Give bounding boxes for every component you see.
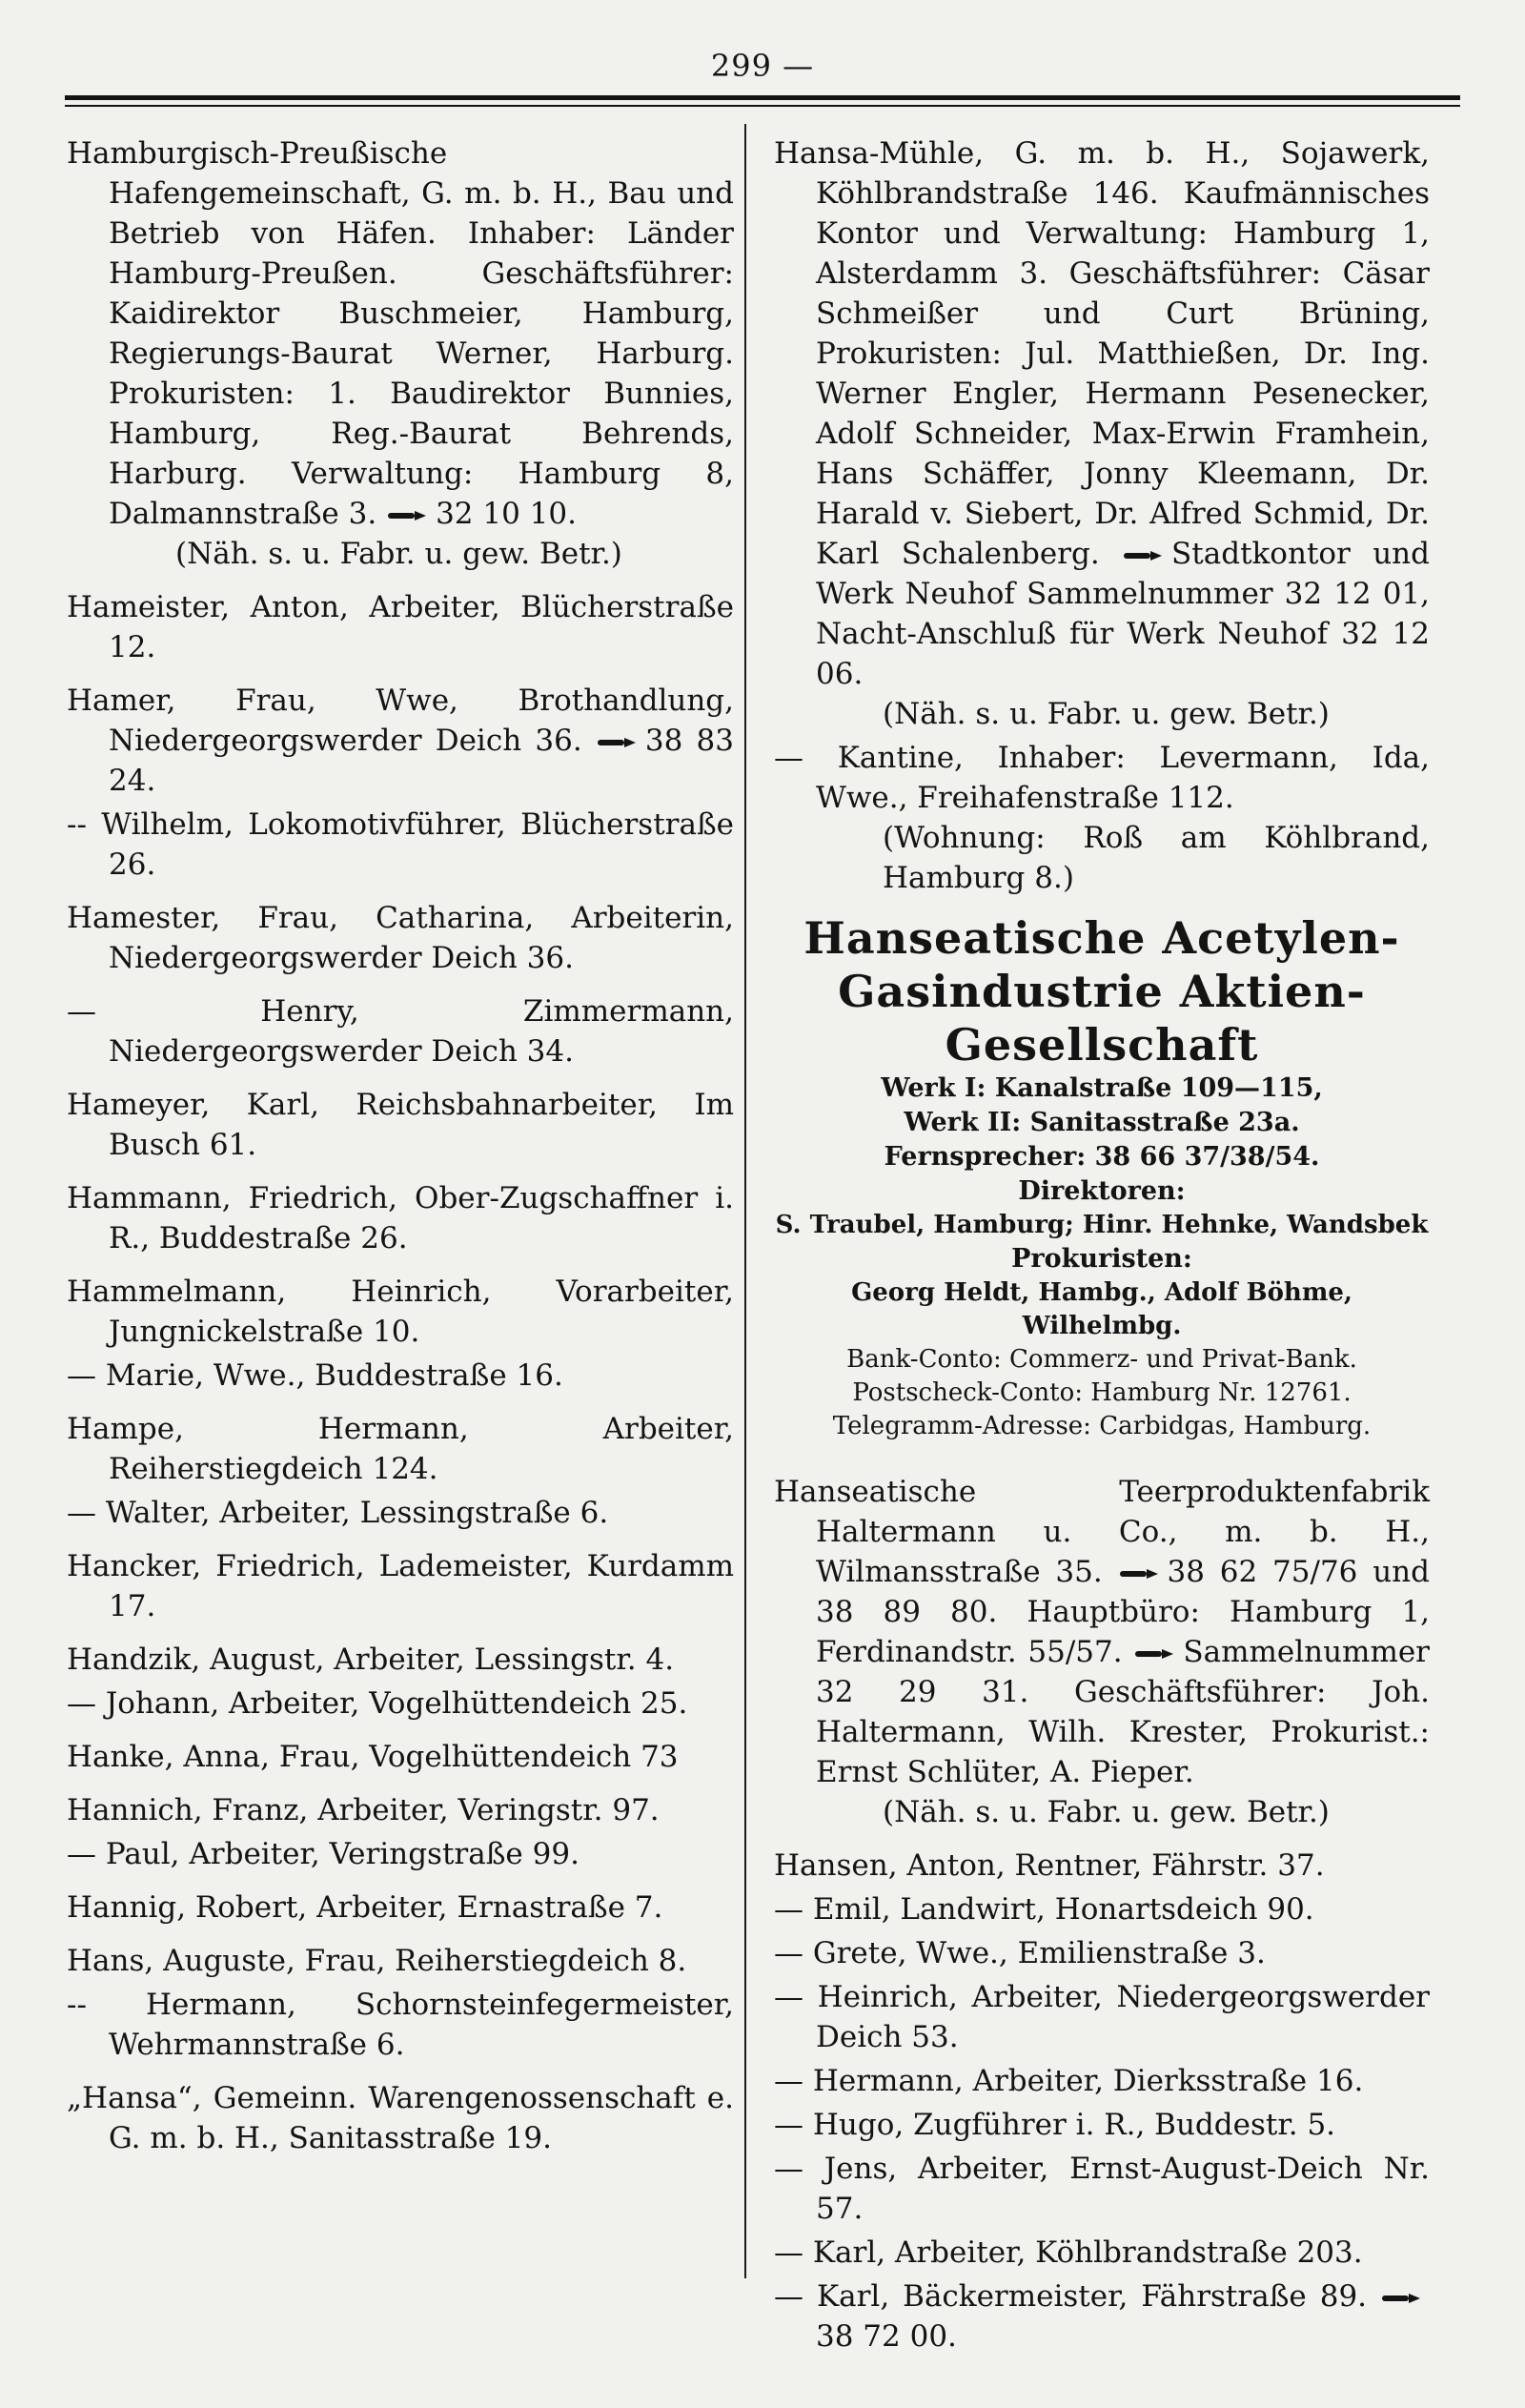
entry-text: Hansa-Mühle, G. m. b. H., Sojawerk, Köhlbrandstraße 146. Kaufmännisches Kontor und Verwaltung: Hamburg 1, Alsterdamm 3. Geschäftsführer: Cäsar Schmeißer und Curt Brüning, Prokuristen: Jul. Matthießen, Dr. Ing. Werner Engler, Hermann Pesenecker, Adolf Schneider, Max-Erwin Framhein, Hans Schäffer, Jonny Kleemann, Dr. Harald v. Siebert, Dr. Alfred Schmid, Dr. Karl Schalenberg.: [774, 136, 1430, 571]
entry-text: — Jens, Arbeiter, Ernst-August-Deich Nr. 57.: [774, 2152, 1430, 2226]
directory-entry: [67, 1684, 734, 1724]
directory-entry: [67, 587, 734, 667]
directory-entry: [67, 1790, 734, 1830]
directory-entry: [774, 2105, 1430, 2145]
entry-text: Hancker, Friedrich, Lademeister, Kurdamm 17.: [67, 1549, 734, 1623]
entry-text: — Marie, Wwe., Buddestraße 16.: [67, 1358, 563, 1393]
entry-text: Hannich, Franz, Arbeiter, Veringstr. 97.: [67, 1793, 660, 1827]
directory-entry: [774, 2276, 1430, 2357]
entry-text: — Karl, Arbeiter, Köhlbrandstraße 203.: [774, 2235, 1363, 2270]
directory-entry: [67, 898, 734, 978]
directory-entry: [774, 133, 1430, 734]
directory-entry: [774, 2233, 1430, 2273]
entry-text: Hamester, Frau, Catharina, Arbeiterin, Niedergeorgswerder Deich 36.: [67, 901, 734, 975]
directory-entry: [67, 1409, 734, 1489]
entry-phone-2: Sammelnummer 32 29 31. Geschäftsführer: Joh. Haltermann, Wilh. Krester, Prokurist.: Ernst Schlüter, A. Pieper.: [816, 1635, 1430, 1789]
page-number: 299 —: [710, 48, 815, 84]
entry-text: — Karl, Bäckermeister, Fährstraße 89.: [774, 2279, 1368, 2314]
telephone-icon: [1118, 1568, 1160, 1580]
entry-phone: 38 83 24.: [109, 724, 735, 798]
ad-prokurists-heading: Prokuristen:: [1011, 1244, 1192, 1274]
directory-entry: [67, 1888, 734, 1928]
entry-text: Hameyer, Karl, Reichsbahnarbeiter, Im Busch 61.: [67, 1088, 734, 1162]
directory-entry: [67, 1356, 734, 1396]
entry-phone: Stadtkontor und Werk Neuhof Sammelnummer 32 12 01, Nacht-Anschluß für Werk Neuhof 32 12 06.: [816, 537, 1430, 691]
right-column: [774, 133, 1430, 2360]
entry-text: — Kantine, Inhaber: Levermann, Ida, Wwe., Freihafenstraße 112.: [774, 741, 1430, 815]
entry-text: „Hansa“, Gemeinn. Warengenossenschaft e. G. m. b. H., Sanitasstraße 19.: [67, 2081, 734, 2155]
entry-note: (Wohnung: Roß am Köhlbrand, Hamburg 8.): [883, 821, 1430, 895]
entry-phone: 38 62 75/76 und 38 89 80. Hauptbüro: Hamburg 1, Ferdinandstr. 55/57.: [816, 1555, 1430, 1669]
right-bottom-entries: [774, 1472, 1430, 2357]
ad-prokurists: Georg Heldt, Hambg., Adolf Böhme, Wilhelmbg.: [851, 1278, 1352, 1340]
entry-text: Hammelmann, Heinrich, Vorarbeiter, Jungnickelstraße 10.: [67, 1275, 734, 1349]
ad-works-2: Werk II: Sanitasstraße 23a.: [904, 1108, 1300, 1137]
directory-entry: [67, 681, 734, 801]
entry-note: (Näh. s. u. Fabr. u. gew. Betr.): [883, 1795, 1330, 1829]
ad-directors-heading: Direktoren:: [1018, 1176, 1186, 1206]
entry-text: Hannig, Robert, Arbeiter, Ernastraße 7.: [67, 1890, 663, 1925]
entry-text: Hamburgisch-Preußische Hafengemeinschaft, G. m. b. H., Bau und Betrieb von Häfen. Inhaber: Länder Hamburg-Preußen. Geschäftsführer: Kaidirektor Buschmeier, Hamburg, Regierungs-Baurat Werner, Harburg. Prokuristen: 1. Baudirektor Bunnies, Hamburg, Reg.-Baurat Behrends, Harburg. Verwaltung: Hamburg 8, Dalmannstraße 3.: [67, 136, 734, 531]
entry-text: — Emil, Landwirt, Honartsdeich 90.: [774, 1892, 1314, 1927]
entry-text: — Heinrich, Arbeiter, Niedergeorgswerder Deich 53.: [774, 1980, 1430, 2054]
directory-entry: [67, 1493, 734, 1533]
entry-text: Hans, Auguste, Frau, Reiherstiegdeich 8.: [67, 1944, 687, 1978]
directory-entry: [67, 1834, 734, 1874]
entry-text: — Grete, Wwe., Emilienstraße 3.: [774, 1936, 1266, 1970]
directory-entry: [774, 2061, 1430, 2101]
entry-note: (Näh. s. u. Fabr. u. gew. Betr.): [883, 697, 1330, 731]
directory-entry: [67, 1941, 734, 1981]
header-rule-thick: [65, 95, 1460, 100]
entry-phone: 38 72 00.: [816, 2319, 957, 2354]
ad-bank: Bank-Conto: Commerz- und Privat-Bank.: [846, 1345, 1357, 1374]
entry-text: Hampe, Hermann, Arbeiter, Reiherstiegdeich 124.: [67, 1412, 734, 1486]
entry-text: -- Hermann, Schornsteinfegermeister, Wehrmannstraße 6.: [67, 1988, 734, 2062]
directory-entry: [67, 805, 734, 885]
entry-text: Handzik, August, Arbeiter, Lessingstr. 4.: [67, 1643, 675, 1677]
telephone-icon: [386, 510, 428, 521]
directory-entry: [774, 1472, 1430, 1832]
ad-telegram: Telegramm-Adresse: Carbidgas, Hamburg.: [832, 1412, 1372, 1440]
directory-entry: [774, 1977, 1430, 2057]
telephone-icon: [596, 737, 638, 748]
telephone-icon: [1133, 1648, 1175, 1660]
directory-entry: [67, 1737, 734, 1777]
ad-phone: Fernsprecher: 38 66 37/38/54.: [884, 1142, 1320, 1172]
entry-text: Hamer, Frau, Wwe, Brothandlung, Niedergeorgswerder Deich 36.: [67, 684, 734, 758]
ad-directors: S. Traubel, Hamburg; Hinr. Hehnke, Wandsbek: [775, 1211, 1429, 1239]
directory-entry: [67, 1272, 734, 1352]
entry-text: -- Wilhelm, Lokomotivführer, Blücherstraße 26.: [67, 807, 734, 882]
entry-text: — Hugo, Zugführer i. R., Buddestr. 5.: [774, 2108, 1336, 2142]
directory-entry: [67, 1985, 734, 2065]
directory-entry: [67, 1546, 734, 1626]
entry-text: Hanke, Anna, Frau, Vogelhüttendeich 73: [67, 1740, 679, 1774]
entry-text: — Walter, Arbeiter, Lessingstraße 6.: [67, 1496, 609, 1530]
entry-text: Hansen, Anton, Rentner, Fährstr. 37.: [774, 1848, 1325, 1883]
directory-entry: [67, 2078, 734, 2158]
directory-entry: [67, 133, 734, 574]
directory-entry: [67, 1178, 734, 1258]
entry-text: Hammann, Friedrich, Ober-Zugschaffner i. R., Buddestraße 26.: [67, 1181, 734, 1255]
right-top-entries: [774, 133, 1430, 898]
entry-text: — Paul, Arbeiter, Veringstraße 99.: [67, 1837, 580, 1871]
directory-entry: [774, 1933, 1430, 1973]
directory-entry: [774, 2149, 1430, 2229]
entry-note: (Näh. s. u. Fabr. u. gew. Betr.): [175, 537, 622, 571]
directory-entry: [774, 1889, 1430, 1929]
entry-text: Hameister, Anton, Arbeiter, Blücherstraße 12.: [67, 590, 734, 664]
directory-entry: [67, 1085, 734, 1165]
ad-works-1: Werk I: Kanalstraße 109—115,: [881, 1073, 1323, 1103]
entry-text: — Henry, Zimmermann, Niedergeorgswerder Deich 34.: [67, 994, 734, 1069]
telephone-icon: [1122, 550, 1164, 561]
left-column: [67, 133, 734, 2172]
directory-entry: [67, 991, 734, 1071]
directory-entry: [67, 1640, 734, 1680]
column-divider: [744, 124, 746, 2278]
company-advertisement: [774, 911, 1430, 1443]
telephone-icon: [1380, 2293, 1422, 2304]
directory-entry: [774, 738, 1430, 898]
entry-phone: 32 10 10.: [436, 497, 577, 531]
header-rule-thin: [65, 105, 1460, 107]
ad-title: Hanseatische Acetylen-Gasindustrie Aktien-Gesellschaft: [803, 912, 1400, 1071]
entry-text: — Hermann, Arbeiter, Dierksstraße 16.: [774, 2064, 1364, 2098]
entry-text: Hanseatische Teerproduktenfabrik Haltermann u. Co., m. b. H., Wilmansstraße 35.: [774, 1475, 1430, 1589]
directory-entry: [774, 1846, 1430, 1886]
ad-postscheck: Postscheck-Conto: Hamburg Nr. 12761.: [852, 1378, 1352, 1407]
entry-text: — Johann, Arbeiter, Vogelhüttendeich 25.: [67, 1686, 688, 1721]
